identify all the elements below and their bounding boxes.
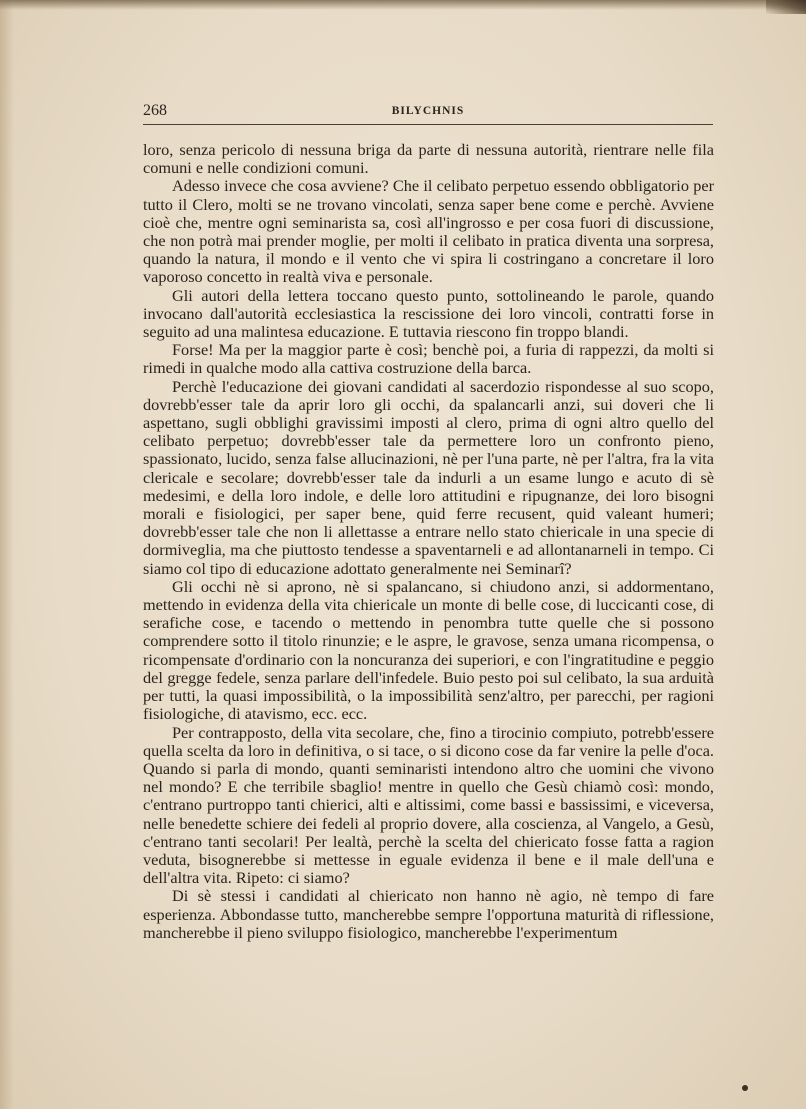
paragraph: Di sè stessi i candidati al chiericato non hanno nè agio, nè tempo di fare esperienza. Abbondasse tutto, mancherebbe sempre l'opportuna maturità di riflessione, mancherebbe il pieno sviluppo fisiologico, mancherebbe l'experimentum [143, 886, 714, 942]
header-rule [143, 124, 713, 125]
paragraph: Gli autori della lettera toccano questo punto, sottolineando le parole, quando invocano dall'autorità ecclesiastica la rescissione dei loro vincoli, contratti forse in seguito ad una malintesa educazione. E tuttavia riescono fin troppo blandi. [143, 285, 714, 342]
paragraph: Per contrapposto, della vita secolare, che, fino a tirocinio compiuto, potrebb'essere quella scelta da loro in definitiva, o si tace, o si dicono cose da far venire la pelle d'oca. Quando si parla di mondo, quanti seminaristi intendono altro che uomini che vivono nel mondo? E che terribile sbaglio! mentre in quello che Gesù chiamò così: mondo, c'entrano purtroppo tanti chierici, alti e altissimi, come bassi e bassissimi, e viceversa, nelle benedette schiere dei fedeli al proprio dovere, alla coscienza, al Vangelo, a Gesù, c'entrano tanti secolari! Per lealtà, perchè la scelta del chiericato fosse fatta a ragion veduta, bisognerebbe si mettesse in eguale evidenza il bene e il male dell'una e dell'altra vita. Ripeto: ci siamo? [143, 722, 714, 888]
paragraph: Perchè l'educazione dei giovani candidati al sacerdozio rispondesse al suo scopo, dovrebb'esser tale da aprir loro gli occhi, da spalancarli anzi, sui doveri che li aspettano, sugli obblighi gravissimi imposti al clero, prima di ogni altro quello del celibato perpetuo; dovrebb'esser tale da permettere loro un confronto pieno, spassionato, lucido, senza false allucinazioni, nè per l'una parte, nè per l'altra, fra la vita clericale e secolare; dovrebb'esser tale da indurli a un esame lungo e acuto di sè medesimi, e della loro indole, e delle loro attitudini e ripugnanze, dei loro bisogni morali e fisiologici, per saper bene, quid ferre recusent, quid valeant humeri; dovrebb'esser tale che non li allettasse a entrare nello stato chiericale in una specie di dormiveglia, ma che piuttosto tendesse a spaventarneli e ad allontanarneli in tempo. Ci siamo col tipo di educazione adottato generalmente nei Seminarî? [143, 376, 714, 578]
page-corner [766, 0, 806, 14]
paragraph: Forse! Ma per la maggior parte è così; benchè poi, a furia di rappezzi, da molti si rimedi in qualche modo alla cattiva costruzione della barca. [143, 340, 714, 378]
body-text [143, 141, 714, 942]
page-header [143, 100, 713, 124]
ink-spot [742, 1085, 748, 1091]
page-number: 268 [143, 102, 167, 119]
paragraph: Gli occhi nè si aprono, nè si spalancano, si chiudono anzi, si addormentano, mettendo in evidenza della vita chiericale un monte di belle cose, di luccicanti cose, di serafiche cose, e tacendo o mettendo in penombra tutte quelle che si possono comprendere sotto il titolo rinunzie; e le aspre, le gravose, senza umana ricompensa, o ricompensate d'ordinario con la noncuranza dei superiori, e con l'ingratitudine e peggio del gregge fedele, senza parlare dell'infedele. Buio pesto poi sul celibato, la sua arduità per tutti, la quasi impossibilità, o la impossibilità senz'altro, per parecchi, per ragioni fisiologiche, di atavismo, ecc. ecc. [143, 576, 714, 724]
page-top-shadow [0, 0, 806, 10]
paragraph: Adesso invece che cosa avviene? Che il celibato perpetuo essendo obbligatorio per tutto il Clero, molti se ne trovano vincolati, senza saper bene come e perchè. Avviene cioè che, mentre ogni seminarista sa, così all'ingrosso e per cosa fuori di discussione, che non potrà mai prender moglie, per molti il celibato in pratica diventa una sorpresa, quando la natura, il mondo e il vento che vi spira li costringano a concretare il loro vaporoso concetto in realtà viva e personale. [143, 176, 714, 287]
paragraph: loro, senza pericolo di nessuna briga da parte di nessuna autorità, rientrare nelle fila comuni e nelle condizioni comuni. [143, 140, 714, 178]
page-edge-shadow [0, 0, 14, 1109]
running-head: BILYCHNIS [391, 105, 465, 117]
